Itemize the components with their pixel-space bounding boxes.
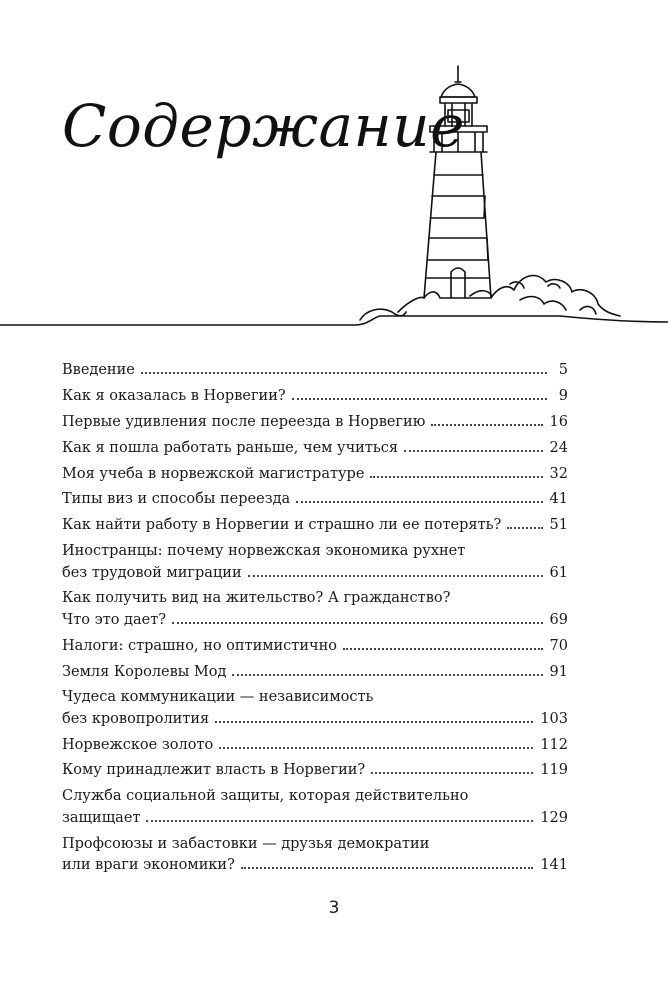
toc-line — [62, 440, 568, 461]
toc-entry-title: Как найти работу в Норвегии и страшно ли ее потерять? — [62, 517, 502, 534]
toc-entry-title: или враги экономики? — [62, 856, 235, 873]
toc-entry[interactable] — [62, 689, 568, 732]
toc-line — [62, 362, 568, 383]
toc-line — [62, 466, 568, 487]
toc-entry[interactable] — [62, 388, 568, 409]
lighthouse-tower — [424, 152, 491, 298]
toc-line — [62, 737, 568, 758]
toc-page-number: 70 — [549, 637, 568, 654]
toc-entry[interactable] — [62, 440, 568, 461]
toc-entry[interactable] — [62, 762, 568, 783]
toc-entry-title: Как я оказалась в Норвегии? — [62, 387, 286, 404]
toc-line — [62, 762, 568, 783]
lighthouse-lantern — [440, 97, 477, 126]
toc-page-number: 112 — [540, 736, 568, 753]
dot-leader — [146, 820, 533, 822]
toc-line — [62, 543, 568, 564]
toc-entry-title: Профсоюзы и забастовки — друзья демократии — [62, 835, 430, 852]
toc-entry-title: Введение — [62, 362, 135, 378]
dot-leader — [248, 575, 543, 577]
toc-entry-title: Иностранцы: почему норвежская экономика рухнет — [62, 543, 466, 560]
toc-entry[interactable] — [62, 664, 568, 685]
dot-leader — [404, 450, 543, 452]
toc-page-number: 129 — [540, 809, 568, 826]
toc-line — [62, 638, 568, 659]
toc-entry-title: Моя учеба в норвежской магистратуре — [62, 465, 365, 482]
dot-leader — [292, 398, 547, 400]
toc-line — [62, 565, 568, 586]
page-number: 3 — [328, 898, 340, 918]
toc-line — [62, 810, 568, 831]
toc-page-number: 69 — [549, 611, 568, 628]
toc-page-number: 119 — [540, 762, 568, 779]
toc-line — [62, 836, 568, 857]
toc-line — [62, 857, 568, 878]
toc-page-number: 5 — [558, 362, 568, 378]
toc-line — [62, 414, 568, 435]
toc-page-number: 91 — [549, 663, 568, 680]
toc-entry-title: Первые удивления после переезда в Норвегию — [62, 413, 426, 430]
toc-entry[interactable] — [62, 362, 568, 383]
dot-leader — [141, 372, 547, 374]
toc-line — [62, 491, 568, 512]
toc-line — [62, 517, 568, 538]
lighthouse-gallery — [430, 126, 487, 152]
toc-entry-title: Налоги: страшно, но оптимистично — [62, 637, 337, 654]
dot-leader — [343, 648, 543, 650]
toc-entry[interactable] — [62, 836, 568, 879]
toc-page-number: 41 — [549, 491, 568, 508]
lighthouse-stripes — [427, 175, 489, 278]
toc-page-number: 103 — [540, 710, 568, 727]
toc-line — [62, 664, 568, 685]
toc-entry-title: Типы виз и способы переезда — [62, 491, 291, 508]
dot-leader — [296, 501, 542, 503]
toc-entry-title: Земля Королевы Мод — [62, 663, 227, 680]
toc-line — [62, 590, 568, 611]
dot-leader — [507, 527, 542, 529]
toc-entry[interactable] — [62, 517, 568, 538]
toc-entry[interactable] — [62, 543, 568, 586]
toc-line — [62, 711, 568, 732]
toc-line — [62, 612, 568, 633]
toc-line — [62, 388, 568, 409]
horizon-line — [0, 316, 668, 325]
toc-entry-title: Служба социальной защиты, которая действительно — [62, 788, 469, 805]
lighthouse-door — [451, 268, 465, 298]
toc-entry[interactable] — [62, 788, 568, 831]
dot-leader — [371, 772, 533, 774]
toc-entry-title: Кому принадлежит власть в Норвегии? — [62, 762, 366, 779]
toc-page-number: 51 — [549, 517, 568, 534]
lighthouse-spire — [455, 66, 461, 82]
toc-entry-title: Как я пошла работать раньше, чем учиться — [62, 439, 398, 456]
toc-entry-title: защищает — [62, 809, 141, 826]
toc-line — [62, 689, 568, 710]
toc-entry[interactable] — [62, 491, 568, 512]
dot-leader — [215, 721, 533, 723]
toc-entry[interactable] — [62, 466, 568, 487]
dot-leader — [232, 674, 542, 676]
toc-entry[interactable] — [62, 737, 568, 758]
dot-leader — [370, 476, 542, 478]
lighthouse-dome — [441, 84, 475, 97]
toc-page-number: 9 — [558, 387, 568, 404]
toc-entry-title: Как получить вид на жительство? А гражданство? — [62, 590, 451, 607]
toc-entry-title: Что это дает? — [62, 611, 166, 628]
lighthouse-illustration — [0, 60, 668, 340]
toc-line — [62, 788, 568, 809]
toc-page-number: 61 — [549, 564, 568, 581]
toc-entry[interactable] — [62, 590, 568, 633]
dot-leader — [172, 622, 543, 624]
dot-leader — [241, 867, 533, 869]
toc-entry-title: Норвежское золото — [62, 736, 214, 753]
toc-page-number: 141 — [540, 856, 568, 873]
toc-entry-title: без кровопролития — [62, 710, 210, 727]
toc-page-number: 32 — [549, 465, 568, 482]
table-of-contents — [62, 362, 568, 883]
toc-entry-title: без трудовой миграции — [62, 564, 242, 581]
toc-entry[interactable] — [62, 414, 568, 435]
dot-leader — [219, 747, 533, 749]
dot-leader — [431, 424, 542, 426]
toc-entry[interactable] — [62, 638, 568, 659]
toc-page-number: 24 — [549, 439, 568, 456]
toc-page-number: 16 — [549, 413, 568, 430]
page-title: Содержание — [62, 92, 465, 160]
toc-entry-title: Чудеса коммуникации — независимость — [62, 689, 374, 706]
